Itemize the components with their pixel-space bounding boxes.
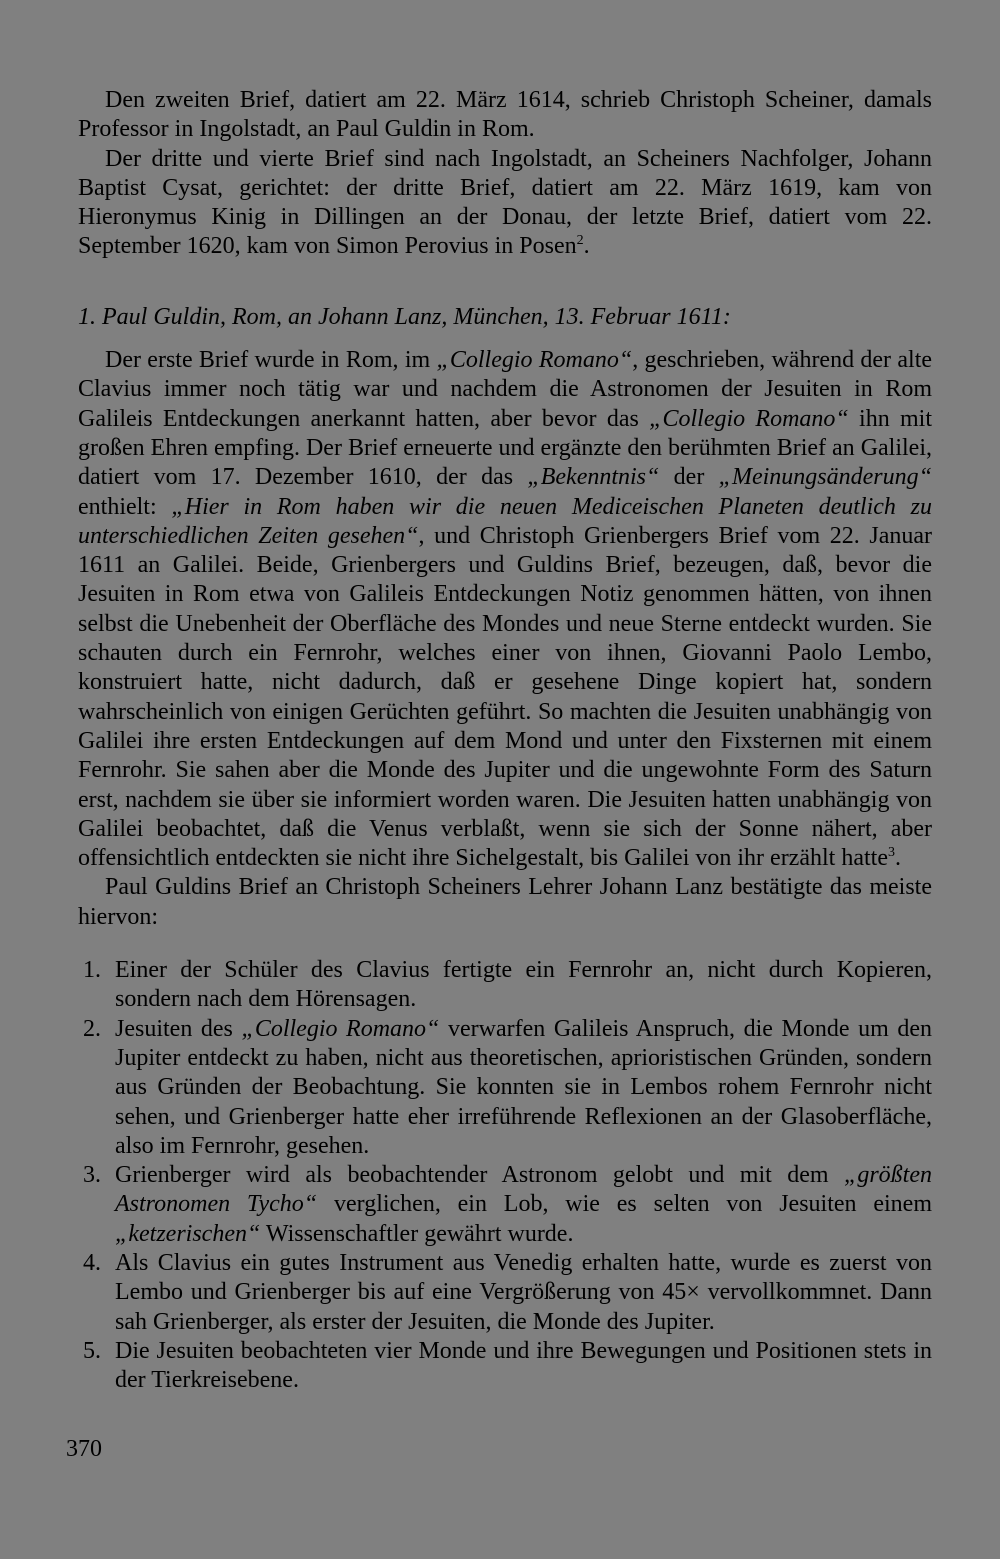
text-run: .	[894, 845, 901, 872]
list-item	[78, 1249, 932, 1337]
italic-run: „Collegio Romano“	[436, 347, 633, 374]
numbered-list	[78, 956, 932, 1395]
list-item-number: 3.	[83, 1162, 101, 1189]
text-run: , geschrieben, während der alte Clavius immer noch tätig war und nachdem die Astronomen der Jesuiten in Rom Galileis Entdeckungen anerkannt hatten, aber bevor das	[78, 347, 933, 432]
footnote-ref-3: 3	[887, 845, 895, 861]
section-paragraph-2: Paul Guldins Brief an Christoph Scheiners Lehrer Johann Lanz bestätigte das meiste hiervon:	[78, 874, 932, 930]
text-run: verwarfen Galileis Anspruch, die Monde um den Jupiter entdeckt zu haben, nicht aus theoretischen, aprioristischen Gründen, sondern aus Gründen der Beobachtung. Sie konnten sie in Lembos rohem Fernrohr nicht sehen, und Grienberger hatte eher irreführende Reflexionen an der Glasoberfläche, also im Fernrohr, gesehen.	[115, 1015, 932, 1159]
text-run: enthielt:	[78, 493, 172, 520]
spacer	[78, 932, 932, 956]
text-run: Wissenschaftler gewährt wurde.	[260, 1220, 574, 1247]
text-run: verglichen, ein Lob, wie es selten von Jesuiten einem	[317, 1191, 932, 1218]
list-item	[78, 1015, 932, 1161]
text-run: Der erste Brief wurde in Rom, im	[105, 347, 437, 374]
page-number: 370	[66, 1436, 102, 1462]
italic-run: „Bekenntnis“	[527, 464, 660, 491]
list-item-text: Als Clavius ein gutes Instrument aus Venedig erhalten hatte, wurde es zuerst von Lembo und Grienberger bis auf eine Vergrößerung von 45× vervollkommnet. Dann sah Grienberger, als erster der Jesuiten, die Monde des Jupiter.	[115, 1249, 932, 1335]
list-item-number: 2.	[83, 1015, 101, 1042]
spacer	[78, 262, 932, 303]
list-item	[78, 1337, 932, 1396]
intro-paragraph-2-end: .	[583, 233, 590, 260]
italic-run: „Meinungsänderung“	[718, 464, 932, 491]
intro-paragraph-2	[78, 145, 932, 262]
text-run: Jesuiten des	[115, 1015, 242, 1042]
italic-run: „Collegio Romano“	[241, 1015, 440, 1042]
italic-run: „ketzerischen“	[115, 1220, 261, 1247]
list-item-text: Einer der Schüler des Clavius fertigte ein Fernrohr an, nicht durch Kopieren, sondern nach dem Hörensagen.	[115, 957, 932, 1013]
section-paragraph-1	[78, 346, 932, 873]
text-run: , und Christoph Grienbergers Brief vom 22. Januar 1611 an Galilei. Beide, Grienbergers und Guldins Brief, bezeugen, daß, bevor die Jesuiten in Rom etwa von Galileis Entdeckungen Notiz genommen hätten, von ihnen selbst die Unebenheit der Oberfläche des Mondes und neue Sterne entdeckt wurden. Sie schauten durch ein Fernrohr, welches einer von ihnen, Giovanni Paolo Lembo, konstruiert hatte, nicht dadurch, daß er gesehene Dinge kopiert hat, sondern wahrscheinlich von einigen Gerüchten geführt. So machten die Jesuiten unabhängig von Galilei ihre ersten Entdeckungen auf dem Mond und unter den Fixsternen mit einem Fernrohr. Sie sahen aber die Monde des Jupiter und die ungewohnte Form des Saturn erst, nachdem sie über sie informiert worden waren. Die Jesuiten hatten unabhängig von Galilei beobachtet, daß die Venus verblaßt, wenn sie sich der Sonne nähert, aber offensichtlich entdeckten sie nicht ihre Sichelgestalt, bis Galilei von ihr erzählt hatte	[78, 522, 932, 872]
italic-run: „Hier in Rom haben wir die neuen Mediceischen Planeten deutlich zu unterschiedlichen Zeiten gesehen“	[78, 493, 932, 549]
text-run: der	[659, 464, 719, 491]
list-item	[78, 956, 932, 1015]
list-item-number: 5.	[83, 1337, 101, 1364]
list-item-number: 4.	[83, 1249, 101, 1276]
italic-run: „größten Astronomen Tycho“	[115, 1162, 932, 1218]
list-item-number: 1.	[83, 957, 101, 984]
page-content	[78, 86, 932, 1395]
section-heading: 1. Paul Guldin, Rom, an Johann Lanz, München, 13. Februar 1611:	[78, 303, 731, 330]
list-item	[78, 1161, 932, 1249]
intro-paragraph-2-text: Der dritte und vierte Brief sind nach Ingolstadt, an Scheiners Nachfolger, Johann Baptist Cysat, gerichtet: der dritte Brief, datiert am 22. März 1619, kam von Hieronymus Kinig in Dillingen an der Donau, der letzte Brief, datiert vom 22. September 1620, kam von Simon Perovius in Posen	[78, 145, 932, 260]
intro-paragraph-1: Den zweiten Brief, datiert am 22. März 1614, schrieb Christoph Scheiner, damals Professor in Ingolstadt, an Paul Guldin in Rom.	[78, 87, 932, 143]
list-item-text: Die Jesuiten beobachteten vier Monde und ihre Bewegungen und Positionen stets in der Tierkreisebene.	[115, 1337, 932, 1394]
text-run: Grienberger wird als beobachtender Astronom gelobt und mit dem	[115, 1162, 844, 1189]
spacer	[78, 332, 932, 346]
italic-run: „Collegio Romano“	[649, 405, 849, 432]
footnote-ref-2: 2	[576, 233, 584, 249]
text-run: ihn mit großen Ehren empfing. Der Brief erneuerte und ergänzte den berühmten Brief an Galilei, datiert vom 17. Dezember 1610, der das	[78, 405, 933, 491]
